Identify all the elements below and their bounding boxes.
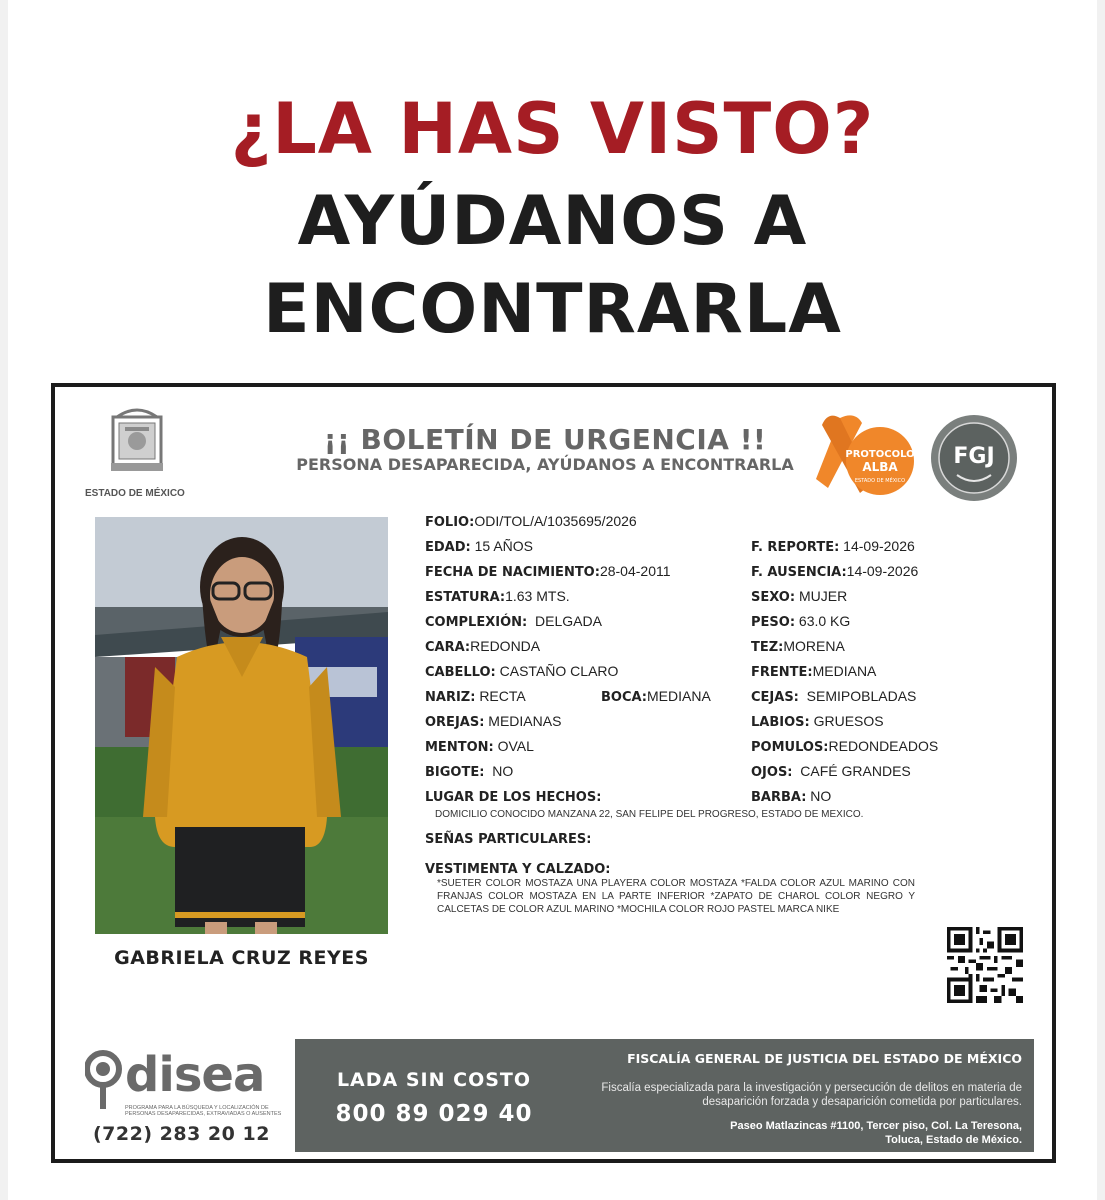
field-complexion: COMPLEXIÓN: DELGADA bbox=[425, 613, 602, 630]
fgj-seal-icon bbox=[929, 413, 1019, 503]
field-lugar-value: DOMICILIO CONOCIDO MANZANA 22, SAN FELIPE DEL PROGRESO, ESTADO DE MEXICO. bbox=[435, 809, 864, 820]
field-tez: TEZ:MORENA bbox=[751, 638, 845, 655]
fiscalia-footer bbox=[295, 1039, 1034, 1152]
odisea-phone: (722) 283 20 12 bbox=[93, 1123, 270, 1145]
field-edad: EDAD: 15 AÑOS bbox=[425, 538, 533, 555]
field-menton: MENTON: OVAL bbox=[425, 738, 534, 755]
field-cabello: CABELLO: CASTAÑO CLARO bbox=[425, 663, 619, 680]
fiscalia-address bbox=[602, 1119, 1022, 1147]
person-name: GABRIELA CRUZ REYES bbox=[114, 947, 369, 969]
field-boca: BOCA:MEDIANA bbox=[601, 688, 711, 705]
headline-line-2: AYÚDANOS A bbox=[297, 182, 808, 261]
address-line-2: Toluca, Estado de México. bbox=[885, 1134, 1022, 1146]
odisea-tagline: PROGRAMA PARA LA BÚSQUEDA Y LOCALIZACIÓN DE PERSONAS DESAPARECIDAS, EXTRAVIADAS O AUSENTES bbox=[125, 1105, 282, 1117]
person-photo bbox=[95, 517, 388, 934]
bulletin-subtitle: PERSONA DESAPARECIDA, AYÚDANOS A ENCONTRARLA bbox=[296, 455, 794, 474]
field-barba: BARBA: NO bbox=[751, 788, 832, 805]
field-ausencia: F. AUSENCIA:14-09-2026 bbox=[751, 563, 919, 580]
field-cara: CARA:REDONDA bbox=[425, 638, 541, 655]
svg-text:PROTOCOLO: PROTOCOLO bbox=[845, 449, 915, 460]
svg-text:FGJ: FGJ bbox=[953, 444, 995, 469]
field-labios: LABIOS: GRUESOS bbox=[751, 713, 884, 730]
field-bigote: BIGOTE: NO bbox=[425, 763, 514, 780]
field-folio: FOLIO:ODI/TOL/A/1035695/2026 bbox=[425, 513, 637, 530]
qr-code-icon bbox=[947, 927, 1023, 1003]
field-ojos: OJOS: CAFÉ GRANDES bbox=[751, 763, 911, 780]
right-margin-strip bbox=[1097, 0, 1105, 1200]
address-line-1: Paseo Matlazincas #1100, Tercer piso, Col. La Teresona, bbox=[730, 1120, 1022, 1132]
field-pomulos: POMULOS:REDONDEADOS bbox=[751, 738, 939, 755]
field-cejas: CEJAS: SEMIPOBLADAS bbox=[751, 688, 917, 705]
left-margin-strip bbox=[0, 0, 8, 1200]
field-orejas: OREJAS: MEDIANAS bbox=[425, 713, 562, 730]
svg-text:ESTADO DE MÉXICO: ESTADO DE MÉXICO bbox=[854, 478, 906, 484]
field-nacimiento: FECHA DE NACIMIENTO:28-04-2011 bbox=[425, 563, 671, 580]
headline-line-3: ENCONTRARLA bbox=[263, 270, 842, 349]
fiscalia-title: FISCALÍA GENERAL DE JUSTICIA DEL ESTADO DE MÉXICO bbox=[627, 1051, 1022, 1066]
field-reporte: F. REPORTE: 14-09-2026 bbox=[751, 538, 915, 555]
alba-ribbon-icon bbox=[810, 413, 920, 503]
field-vestimenta-value: *SUETER COLOR MOSTAZA UNA PLAYERA COLOR MOSTAZA *FALDA COLOR AZUL MARINO CON FRANJAS COLOR MOSTAZA EN LA PARTE INFERIOR *ZAPATO DE CHAROL COLOR NEGRO Y CALCETAS DE COLOR AZUL MARINO *MOCHILA COLOR ROJO PASTEL MARCA NIKE bbox=[437, 878, 915, 915]
missing-person-bulletin bbox=[51, 383, 1056, 1163]
state-caption: ESTADO DE MÉXICO bbox=[85, 488, 185, 499]
field-peso: PESO: 63.0 KG bbox=[751, 613, 851, 630]
odisea-logo-text: disea bbox=[125, 1047, 265, 1103]
field-frente: FRENTE:MEDIANA bbox=[751, 663, 877, 680]
field-lugar-label: LUGAR DE LOS HECHOS: bbox=[425, 790, 602, 805]
field-senas: SEÑAS PARTICULARES: bbox=[425, 832, 592, 847]
lada-number[interactable]: 800 89 029 40 bbox=[335, 1101, 533, 1127]
svg-text:ALBA: ALBA bbox=[862, 460, 898, 474]
field-vestimenta-label: VESTIMENTA Y CALZADO: bbox=[425, 862, 611, 877]
odisea-pin-icon bbox=[85, 1047, 125, 1117]
field-sexo: SEXO: MUJER bbox=[751, 588, 848, 605]
coat-of-arms-icon bbox=[103, 407, 171, 473]
field-estatura: ESTATURA:1.63 MTS. bbox=[425, 588, 570, 605]
fiscalia-description: Fiscalía especializada para la investigación y persecución de delitos en materia de desaparición forzada y desaparición cometida por particulares. bbox=[601, 1082, 1022, 1108]
headline-question: ¿LA HAS VISTO? bbox=[230, 88, 875, 170]
bulletin-title: ¡¡ BOLETÍN DE URGENCIA !! bbox=[323, 423, 767, 456]
lada-title: LADA SIN COSTO bbox=[336, 1069, 532, 1091]
field-nariz: NARIZ: RECTA bbox=[425, 688, 526, 705]
